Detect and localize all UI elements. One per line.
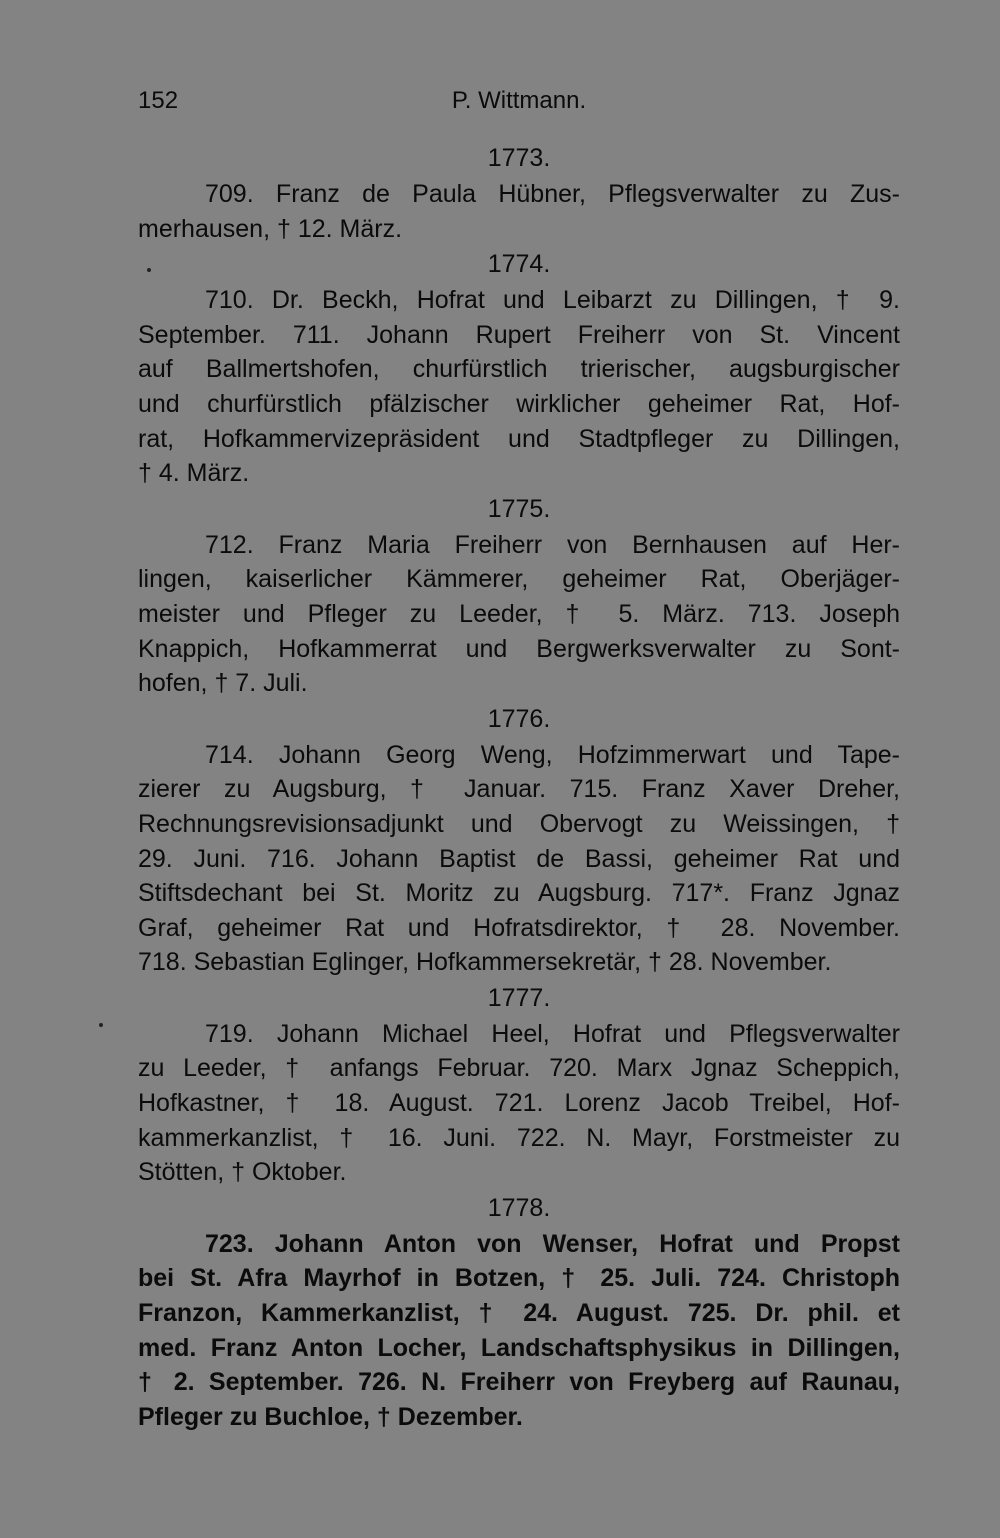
body-text (138, 140, 900, 1434)
text-line: 29. Juni. 716. Johann Baptist de Bassi, geheimer Rat und (138, 844, 900, 873)
text-line: Stiftsdechant bei St. Moritz zu Augsburg. 717*. Franz Jgnaz (138, 879, 900, 908)
text-line: 723. Johann Anton von Wenser, Hofrat und Propst (205, 1229, 900, 1258)
year-heading: 1774. (487, 250, 551, 279)
page-number: 152 (138, 87, 179, 114)
text-line: Hofkastner, † 18. August. 721. Lorenz Jacob Treibel, Hof- (138, 1089, 900, 1118)
text-line: Rechnungsrevisionsadjunkt und Obervogt zu Weissingen, † (138, 809, 900, 838)
year-heading: 1777. (487, 983, 551, 1012)
text-line: zu Leeder, † anfangs Februar. 720. Marx Jgnaz Scheppich, (138, 1054, 900, 1083)
year-heading: 1776. (487, 704, 551, 733)
year-heading: 1773. (487, 144, 551, 172)
text-line: 719. Johann Michael Heel, Hofrat und Pflegsverwalter (205, 1019, 900, 1048)
text-line: Stötten, † Oktober. (138, 1158, 347, 1187)
year-heading: 1778. (487, 1193, 551, 1222)
text-line: und churfürstlich pfälzischer wirklicher geheimer Rat, Hof- (138, 389, 900, 418)
text-line: lingen, kaiserlicher Kämmerer, geheimer Rat, Oberjäger- (138, 565, 900, 594)
text-line: Graf, geheimer Rat und Hofratsdirektor, † 28. November. (138, 913, 900, 942)
text-line: kammerkanzlist, † 16. Juni. 722. N. Mayr, Forstmeister zu (138, 1123, 900, 1152)
text-line: Franzon, Kammerkanzlist, † 24. August. 725. Dr. phil. et (138, 1299, 900, 1328)
text-line: † 2. September. 726. N. Freiherr von Freyberg auf Raunau, (138, 1368, 900, 1397)
text-line: auf Ballmertshofen, churfürstlich trierischer, augsburgischer (138, 355, 900, 384)
specks-mark (99, 1023, 103, 1027)
text-line: bei St. Afra Mayrhof in Botzen, † 25. Juli. 724. Christoph (138, 1264, 900, 1293)
text-line: merhausen, † 12. März. (138, 214, 403, 243)
text-line: Knappich, Hofkammerrat und Bergwerksverwalter zu Sont- (138, 634, 900, 663)
text-line: 712. Franz Maria Freiherr von Bernhausen auf Her- (205, 530, 900, 559)
running-head-author: P. Wittmann. (451, 87, 587, 114)
specks-mark (147, 268, 151, 272)
text-line: September. 711. Johann Rupert Freiherr von St. Vincent (138, 320, 900, 349)
text-line: hofen, † 7. Juli. (138, 669, 308, 698)
text-line: meister und Pfleger zu Leeder, † 5. März. 713. Joseph (138, 599, 900, 628)
text-line: Pfleger zu Buchloe, † Dezember. (138, 1402, 523, 1431)
year-heading: 1775. (487, 494, 551, 523)
text-line: 710. Dr. Beckh, Hofrat und Leibarzt zu Dillingen, † 9. (205, 286, 900, 315)
text-line: rat, Hofkammervizepräsident und Stadtpfleger zu Dillingen, (138, 424, 900, 453)
text-line: zierer zu Augsburg, † Januar. 715. Franz Xaver Dreher, (138, 775, 900, 804)
text-line: med. Franz Anton Locher, Landschaftsphysikus in Dillingen, (138, 1333, 900, 1362)
text-line: 714. Johann Georg Weng, Hofzimmerwart und Tape- (205, 740, 900, 769)
text-line: 709. Franz de Paula Hübner, Pflegsverwalter zu Zus- (205, 180, 900, 208)
running-header (138, 84, 900, 118)
text-line: † 4. März. (138, 459, 250, 488)
text-line: 718. Sebastian Eglinger, Hofkammersekretär, † 28. November. (138, 948, 832, 977)
